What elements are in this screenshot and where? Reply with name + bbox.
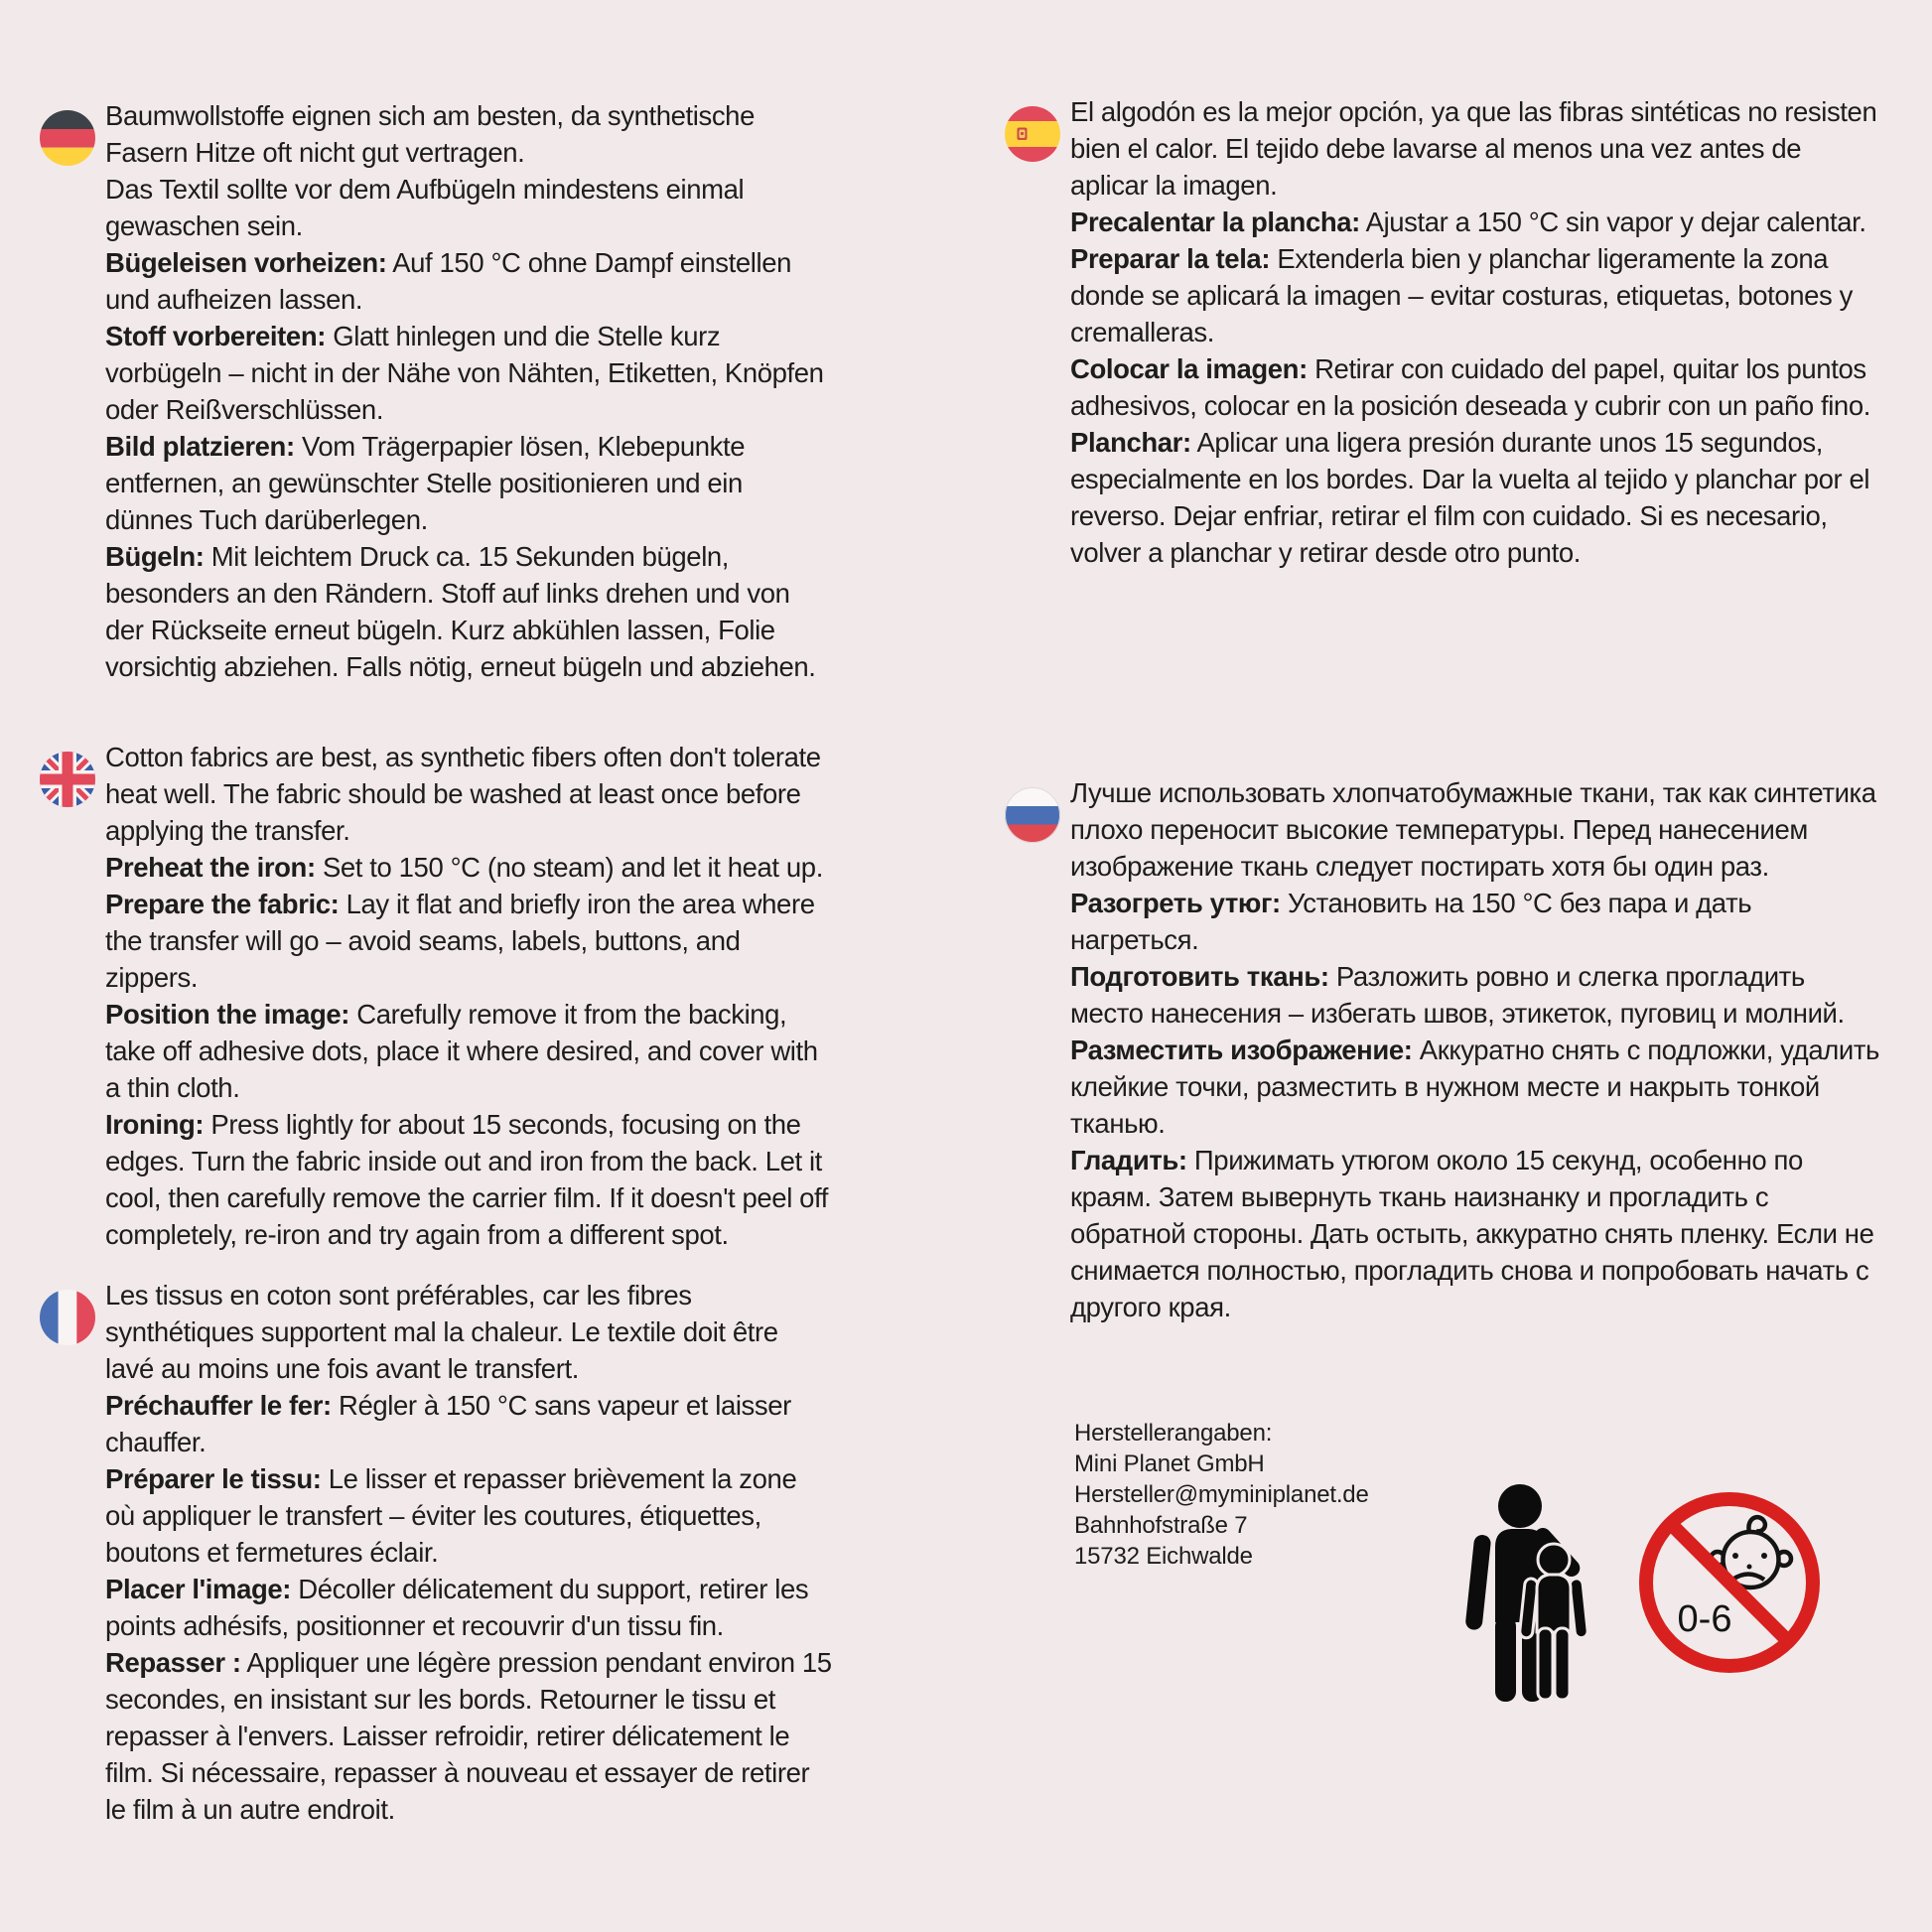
english-instructions-text xyxy=(105,739,832,1253)
instruction-paragraph xyxy=(105,171,832,244)
france-flag-icon xyxy=(40,1290,95,1345)
instruction-text: Retirar con cuidado del papel, quitar los puntos adhesivos, colocar en la posición deseada y cubrir con un paño fino. xyxy=(1070,353,1870,421)
adult-child-supervision-icon xyxy=(1459,1471,1618,1710)
instruction-paragraph xyxy=(105,849,832,886)
instruction-step-label: Colocar la imagen: xyxy=(1070,353,1308,384)
instruction-step-label: Repasser : xyxy=(105,1647,241,1678)
instruction-text: Décoller délicatement du support, retirer les points adhésifs, positionner et recouvrir d'un tissu fin. xyxy=(105,1574,809,1641)
manufacturer-line: 15732 Eichwalde xyxy=(1074,1543,1253,1570)
instruction-text: Press lightly for about 15 seconds, focusing on the edges. Turn the fabric inside out and iron from the back. Let it cool, then carefully remove the carrier film. If it doesn't peel off completely, re-iron and try again from a different spot. xyxy=(105,1109,829,1250)
instruction-paragraph xyxy=(105,318,832,428)
section-french-instructions xyxy=(40,1277,832,1828)
instruction-step-label: Гладить: xyxy=(1070,1145,1187,1175)
instruction-paragraph xyxy=(1070,958,1884,1032)
instruction-text: Les tissus en coton sont préférables, car les fibres synthétiques supportent mal la chaleur. Le textile doit être lavé au moins une fois avant le transfert. xyxy=(105,1280,778,1384)
instruction-text: Set to 150 °C (no steam) and let it heat up. xyxy=(315,852,823,883)
instruction-paragraph xyxy=(105,1277,832,1387)
instruction-step-label: Precalentar la plancha: xyxy=(1070,207,1360,237)
instruction-paragraph xyxy=(1070,240,1884,350)
section-english-instructions xyxy=(40,739,832,1253)
instruction-text: Aplicar una ligera presión durante unos 15 segundos, especialmente en los bordes. Dar la vuelta al tejido y planchar por el reverso. Dejar enfriar, retirar el film con cuidado. Si es necesario, volver a planchar y retirar desde otro punto. xyxy=(1070,427,1870,568)
manufacturer-line: Herstellerangaben: xyxy=(1074,1420,1273,1447)
instruction-paragraph xyxy=(1070,424,1884,571)
manufacturer-line: Mini Planet GmbH xyxy=(1074,1450,1265,1477)
manufacturer-info xyxy=(1074,1418,1369,1572)
instruction-paragraph xyxy=(1070,774,1884,885)
instruction-text: Glatt hinlegen und die Stelle kurz vorbügeln – nicht in der Nähe von Nähten, Etiketten, Knöpfen oder Reißverschlüssen. xyxy=(105,321,824,425)
instruction-text: Установить на 150 °C без пара и дать нагреться. xyxy=(1070,888,1752,955)
instruction-paragraph xyxy=(105,886,832,996)
instruction-paragraph xyxy=(105,1387,832,1460)
instruction-step-label: Bügeln: xyxy=(105,541,205,572)
section-german-instructions xyxy=(40,97,832,685)
instruction-text: Mit leichtem Druck ca. 15 Sekunden bügeln, besonders an den Rändern. Stoff auf links drehen und von der Rückseite erneut bügeln. Kurz abkühlen lassen, Folie vorsichtig abziehen. Falls nötig, erneut bügeln und abziehen. xyxy=(105,541,816,682)
instruction-paragraph xyxy=(1070,204,1884,240)
instruction-text: Разложить ровно и слегка прогладить место нанесения – избегать швов, этикеток, пуговиц и молний. xyxy=(1070,961,1845,1029)
instruction-step-label: Preparar la tela: xyxy=(1070,243,1271,274)
instruction-paragraph xyxy=(1070,350,1884,424)
instruction-text: Прижимать утюгом около 15 секунд, особенно по краям. Затем вывернуть ткань наизнанку и прогладить с обратной стороны. Дать остыть, аккуратно снять пленку. Если не снимается полностью, прогладить снова и попробовать начать с другого края. xyxy=(1070,1145,1874,1322)
instruction-text: Le lisser et repasser brièvement la zone où appliquer le transfert – éviter les coutures, étiquettes, boutons et fermetures éclair. xyxy=(105,1463,797,1568)
instruction-text: Аккуратно снять с подложки, удалить клейкие точки, разместить в нужном месте и накрыть тонкой тканью. xyxy=(1070,1035,1879,1139)
spanish-instructions-text xyxy=(1070,93,1884,571)
age-restriction-label: 0-6 xyxy=(1677,1598,1732,1640)
instruction-paragraph xyxy=(1070,885,1884,958)
instruction-step-label: Разогреть утюг: xyxy=(1070,888,1281,918)
uk-flag-icon xyxy=(40,752,95,807)
german-instructions-text xyxy=(105,97,832,685)
instruction-paragraph xyxy=(105,1644,832,1828)
instruction-text: Auf 150 °C ohne Dampf einstellen und aufheizen lassen. xyxy=(105,247,791,315)
instruction-paragraph xyxy=(105,428,832,538)
instruction-step-label: Placer l'image: xyxy=(105,1574,292,1604)
french-instructions-text xyxy=(105,1277,832,1828)
russian-instructions-text xyxy=(1070,774,1884,1325)
instruction-paragraph xyxy=(105,1106,832,1253)
instruction-step-label: Préparer le tissu: xyxy=(105,1463,322,1494)
instruction-paragraph xyxy=(1070,93,1884,204)
instruction-paragraph xyxy=(105,97,832,171)
instruction-step-label: Подготовить ткань: xyxy=(1070,961,1329,992)
russia-flag-icon xyxy=(1005,787,1060,843)
instruction-step-label: Stoff vorbereiten: xyxy=(105,321,326,351)
instruction-text: Extenderla bien y planchar ligeramente la zona donde se aplicará la imagen – evitar costuras, etiquetas, botones y cremalleras. xyxy=(1070,243,1853,347)
instruction-text: Appliquer une légère pression pendant environ 15 secondes, en insistant sur les bords. Retourner le tissu et repasser à l'envers. Laisser refroidir, retirer délicatement le film. Si nécessaire, repasser à nouveau et essayer de retirer le film à un autre endroit. xyxy=(105,1647,832,1825)
instruction-paragraph xyxy=(105,996,832,1106)
instruction-text: Cotton fabrics are best, as synthetic fibers often don't tolerate heat well. The fabric should be washed at least once before applying the transfer. xyxy=(105,742,821,846)
prohibition-ring xyxy=(1646,1499,1813,1666)
instruction-paragraph xyxy=(105,244,832,318)
instruction-step-label: Préchauffer le fer: xyxy=(105,1390,332,1421)
age-restriction-0-6-icon xyxy=(1633,1486,1827,1680)
instruction-step-label: Position the image: xyxy=(105,999,350,1030)
instruction-text: Das Textil sollte vor dem Aufbügeln mindestens einmal gewaschen sein. xyxy=(105,174,745,241)
instruction-step-label: Ironing: xyxy=(105,1109,205,1140)
instruction-step-label: Preheat the iron: xyxy=(105,852,316,883)
manufacturer-line: Hersteller@myminiplanet.de xyxy=(1074,1481,1369,1508)
instruction-paragraph xyxy=(1070,1032,1884,1142)
instruction-step-label: Bild platzieren: xyxy=(105,431,295,462)
instruction-step-label: Prepare the fabric: xyxy=(105,889,340,919)
instruction-text: Vom Trägerpapier lösen, Klebepunkte entfernen, an gewünschter Stelle positionieren und ein dünnes Tuch darüberlegen. xyxy=(105,431,746,535)
instruction-text: Carefully remove it from the backing, take off adhesive dots, place it where desired, and cover with a thin cloth. xyxy=(105,999,818,1103)
instruction-text: Régler à 150 °C sans vapeur et laisser chauffer. xyxy=(105,1390,791,1457)
section-spanish-instructions xyxy=(1005,93,1884,571)
section-russian-instructions xyxy=(1005,774,1884,1325)
instruction-paragraph xyxy=(1070,1142,1884,1325)
instruction-text: Ajustar a 150 °C sin vapor y dejar calentar. xyxy=(1359,207,1866,237)
manufacturer-line: Bahnhofstraße 7 xyxy=(1074,1512,1248,1539)
instruction-text: Лучше использовать хлопчатобумажные ткани, так как синтетика плохо переносит высокие температуры. Перед нанесением изображение ткань следует постирать хотя бы один раз. xyxy=(1070,777,1876,882)
germany-flag-icon xyxy=(40,110,95,166)
instruction-step-label: Planchar: xyxy=(1070,427,1191,458)
instruction-paragraph xyxy=(105,739,832,849)
instruction-text: Lay it flat and briefly iron the area where the transfer will go – avoid seams, labels, buttons, and zippers. xyxy=(105,889,815,993)
instruction-text: Baumwollstoffe eignen sich am besten, da synthetische Fasern Hitze oft nicht gut vertragen. xyxy=(105,100,755,168)
instruction-paragraph xyxy=(105,1571,832,1644)
instruction-paragraph xyxy=(105,538,832,685)
instruction-paragraph xyxy=(105,1460,832,1571)
instruction-step-label: Bügeleisen vorheizen: xyxy=(105,247,387,278)
instruction-text: El algodón es la mejor opción, ya que las fibras sintéticas no resisten bien el calor. El tejido debe lavarse al menos una vez antes de aplicar la imagen. xyxy=(1070,96,1877,201)
instruction-step-label: Разместить изображение: xyxy=(1070,1035,1413,1065)
spain-flag-icon xyxy=(1005,106,1060,162)
